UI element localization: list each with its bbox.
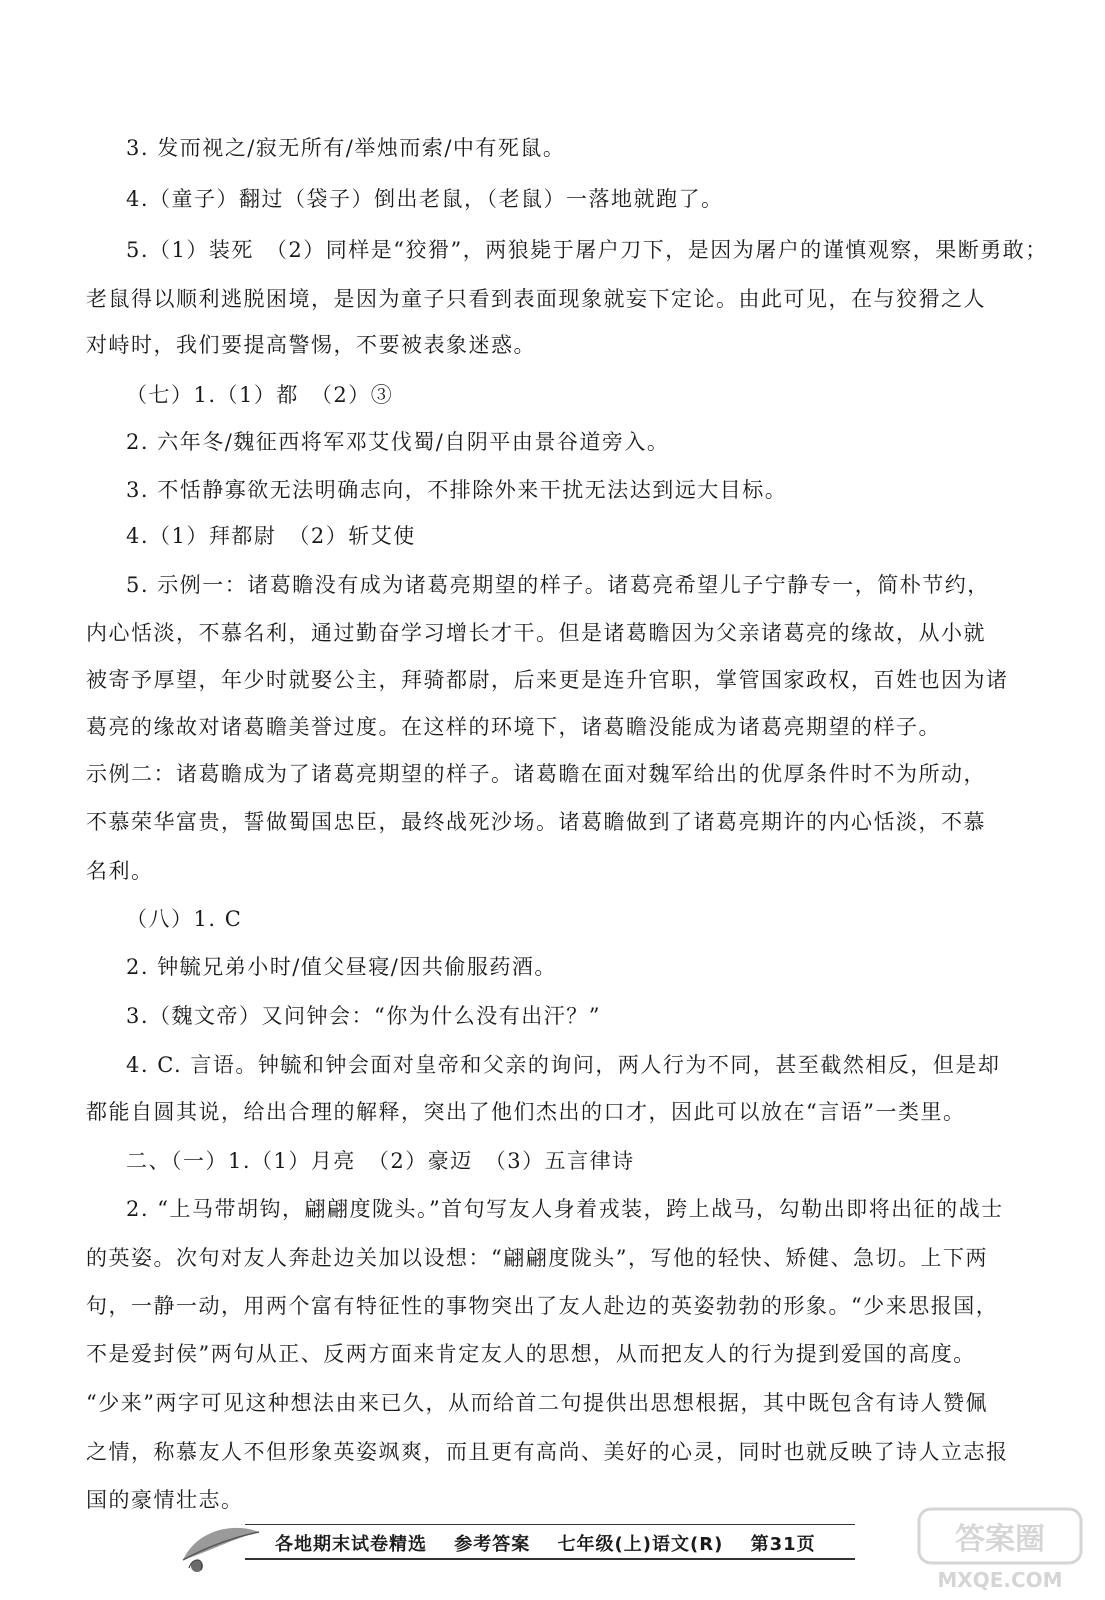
answer-line: 不慕荣华富贵，誓做蜀国忠臣，最终战死沙场。诸葛瞻做到了诸葛亮期许的内心恬淡，不慕 <box>86 810 986 834</box>
answer-line: （七）1.（1）都 （2）③ <box>126 383 394 407</box>
answer-line: 3. 发而视之/寂无所有/举烛而索/中有死鼠。 <box>126 136 566 160</box>
page-footer <box>175 1524 855 1564</box>
answer-line: 都能自圆其说，给出合理的解释，突出了他们杰出的口才，因此可以放在“言语”一类里。 <box>86 1100 966 1124</box>
answer-line: 名利。 <box>86 859 154 883</box>
answer-line: 3. 不恬静寡欲无法明确志向，不排除外来干扰无法达到远大目标。 <box>126 478 788 502</box>
answer-line: 句，一静一动，用两个富有特征性的事物突出了友人赴边的英姿勃勃的形象。“少来思报国， <box>86 1294 999 1318</box>
grade-subject: 七年级(上)语文(R) <box>557 1534 724 1555</box>
answer-line: （八）1. C <box>126 907 243 931</box>
answer-line: 之情，称慕友人不但形象英姿飒爽，而且更有高尚、美好的心灵，同时也就反映了诗人立志报 <box>86 1440 1009 1464</box>
answer-line: 2. “上马带胡钩，翩翩度陇头。”首句写友人身着戎装，跨上战马，勾勒出即将出征的战士 <box>126 1197 1004 1221</box>
answer-line: 2. 钟毓兄弟小时/值父昼寝/因共偷服药酒。 <box>126 955 557 979</box>
answer-line: 5. 示例一：诸葛瞻没有成为诸葛亮期望的样子。诸葛亮希望儿子宁静专一，简朴节约， <box>126 573 990 597</box>
answer-line: 4.（童子）翻过（袋子）倒出老鼠，（老鼠）一落地就跑了。 <box>126 187 724 211</box>
page-number: 第31页 <box>750 1534 816 1555</box>
answer-line: 4. C. 言语。钟毓和钟会面对皇帝和父亲的询问，两人行为不同，甚至截然相反，但是却 <box>126 1053 1001 1077</box>
answer-line: 葛亮的缘故对诸葛瞻美誉过度。在这样的环境下，诸葛瞻没能成为诸葛亮期望的样子。 <box>86 715 941 739</box>
answer-line: 老鼠得以顺利逃脱困境，是因为童子只看到表面现象就妄下定论。由此可见，在与狡猾之人 <box>86 287 986 311</box>
svg-text:MXQE.COM: MXQE.COM <box>937 1568 1063 1592</box>
footer-caption <box>275 1530 836 1556</box>
answer-line: 4.（1）拜都尉 （2）斩艾使 <box>126 524 416 548</box>
leaf-ornament-icon <box>175 1516 265 1576</box>
answer-line: 对峙时，我们要提高警惕，不要被表象迷惑。 <box>86 333 536 357</box>
answer-line: 国的豪情壮志。 <box>86 1488 244 1512</box>
site-watermark-logo <box>915 1505 1085 1595</box>
answer-line: 示例二：诸葛瞻成为了诸葛亮期望的样子。诸葛瞻在面对魏军给出的优厚条件时不为所动， <box>86 762 986 786</box>
answer-line: 不是爱封侯”两句从正、反两方面来肯定友人的思想，从而把友人的行为提到爱国的高度。 <box>86 1342 976 1366</box>
svg-text:答案圈: 答案圈 <box>955 1522 1045 1557</box>
answer-line: “少来”两字可见这种想法由来已久，从而给首二句提供出思想根据，其中既包含有诗人赞佩 <box>86 1391 988 1415</box>
answer-line: 5.（1）装死 （2）同样是“狡猾”，两狼毙于屠户刀下，是因为屠户的谨慎观察，果断勇敢； <box>126 238 1048 262</box>
book-title: 各地期末试卷精选 <box>275 1534 427 1555</box>
answer-line: 3.（魏文帝）又问钟会：“你为什么没有出汗？” <box>126 1004 602 1028</box>
section-label: 参考答案 <box>454 1534 531 1555</box>
answer-line: 二、（一）1.（1）月亮 （2）豪迈 （3）五言律诗 <box>126 1149 635 1173</box>
footer-rule <box>245 1524 855 1525</box>
answer-line: 被寄予厚望，年少时就娶公主，拜骑都尉，后来更是连升官职，掌管国家政权，百姓也因为诸 <box>86 668 1009 692</box>
answer-line: 2. 六年冬/魏征西将军邓艾伐蜀/自阴平由景谷道旁入。 <box>126 430 670 454</box>
answer-line: 内心恬淡，不慕名利，通过勤奋学习增长才干。但是诸葛瞻因为父亲诸葛亮的缘故，从小就 <box>86 621 986 645</box>
answer-line: 的英姿。次句对友人奔赴边关加以设想：“翩翩度陇头”，写他的轻快、矫健、急切。上下两 <box>86 1246 988 1270</box>
footer-rule <box>245 1558 855 1560</box>
